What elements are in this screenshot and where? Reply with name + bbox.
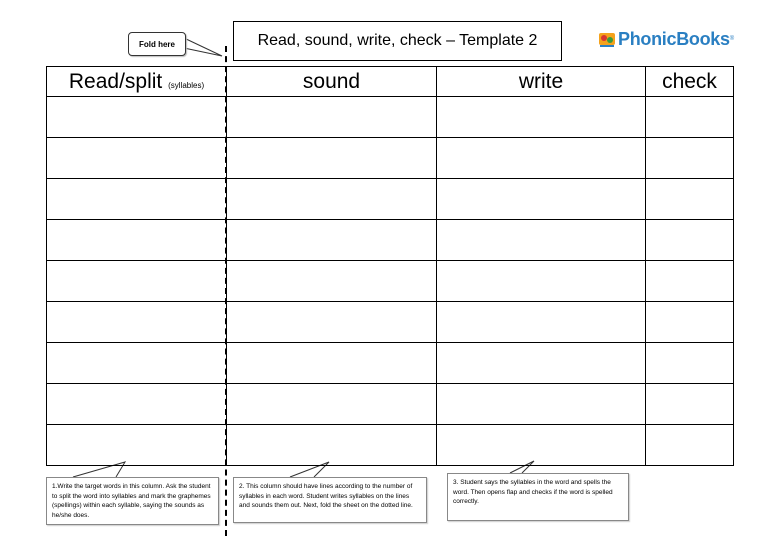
page-title-text: Read, sound, write, check – Template 2 <box>257 32 538 49</box>
table-row <box>47 220 734 261</box>
cell-read-split[interactable] <box>47 261 227 302</box>
cell-check[interactable] <box>646 179 734 220</box>
cell-read-split[interactable] <box>47 384 227 425</box>
cell-write[interactable] <box>437 261 646 302</box>
cell-check[interactable] <box>646 425 734 466</box>
cell-read-split[interactable] <box>47 302 227 343</box>
cell-write[interactable] <box>437 343 646 384</box>
column-subheader-syllables: (syllables) <box>168 80 205 90</box>
column-header-sound: sound <box>227 67 437 97</box>
cell-check[interactable] <box>646 220 734 261</box>
cell-check[interactable] <box>646 138 734 179</box>
table-row <box>47 384 734 425</box>
header-row <box>47 67 734 97</box>
cell-sound[interactable] <box>227 97 437 138</box>
cell-check[interactable] <box>646 97 734 138</box>
cell-read-split[interactable] <box>47 179 227 220</box>
cell-check[interactable] <box>646 302 734 343</box>
cell-write[interactable] <box>437 220 646 261</box>
table-row <box>47 343 734 384</box>
logo-text: PhonicBooks <box>618 28 730 49</box>
cell-sound[interactable] <box>227 261 437 302</box>
page-title <box>233 21 562 61</box>
cell-read-split[interactable] <box>47 138 227 179</box>
cell-write[interactable] <box>437 384 646 425</box>
table-row <box>47 138 734 179</box>
cell-write[interactable] <box>437 138 646 179</box>
phonic-books-logo-icon <box>597 29 617 49</box>
cell-sound[interactable] <box>227 425 437 466</box>
cell-write[interactable] <box>437 179 646 220</box>
cell-write[interactable] <box>437 425 646 466</box>
fold-here-label: Fold here <box>138 39 175 49</box>
instruction-note-2: 2. This column should have lines according to the number of syllables in each word. Student writes syllables on the lines and sounds them out. Next, fold the sheet on the dotted line. <box>233 477 427 523</box>
cell-read-split[interactable] <box>47 425 227 466</box>
cell-check[interactable] <box>646 343 734 384</box>
cell-sound[interactable] <box>227 220 437 261</box>
cell-read-split[interactable] <box>47 97 227 138</box>
fold-pointer <box>184 38 222 56</box>
instruction-note-1: 1.Write the target words in this column. Ask the student to split the word into syllables and mark the graphemes (spellings) within each syllable, saying the sounds as he/she does. <box>46 477 219 525</box>
fold-here-callout <box>128 32 186 56</box>
logo-trademark: ® <box>729 36 735 42</box>
table-row <box>47 302 734 343</box>
cell-sound[interactable] <box>227 384 437 425</box>
cell-check[interactable] <box>646 261 734 302</box>
cell-read-split[interactable] <box>47 220 227 261</box>
table-row <box>47 179 734 220</box>
table-row <box>47 261 734 302</box>
column-header-check: check <box>646 67 734 97</box>
cell-sound[interactable] <box>227 343 437 384</box>
cell-write[interactable] <box>437 302 646 343</box>
cell-read-split[interactable] <box>47 343 227 384</box>
cell-sound[interactable] <box>227 302 437 343</box>
cell-sound[interactable] <box>227 179 437 220</box>
cell-sound[interactable] <box>227 138 437 179</box>
phonicbooks-logo <box>597 27 734 51</box>
dotted-fold-line <box>225 46 227 536</box>
cell-write[interactable] <box>437 97 646 138</box>
column-header-read-split: Read/split (syllables) <box>47 67 227 97</box>
worksheet-table <box>46 66 734 466</box>
table-row <box>47 97 734 138</box>
table-row <box>47 425 734 466</box>
column-header-write: write <box>437 67 646 97</box>
instruction-note-3: 3. Student says the syllables in the word and spells the word. Then opens flap and checks if the word is spelled correctly. <box>447 473 629 521</box>
cell-check[interactable] <box>646 384 734 425</box>
